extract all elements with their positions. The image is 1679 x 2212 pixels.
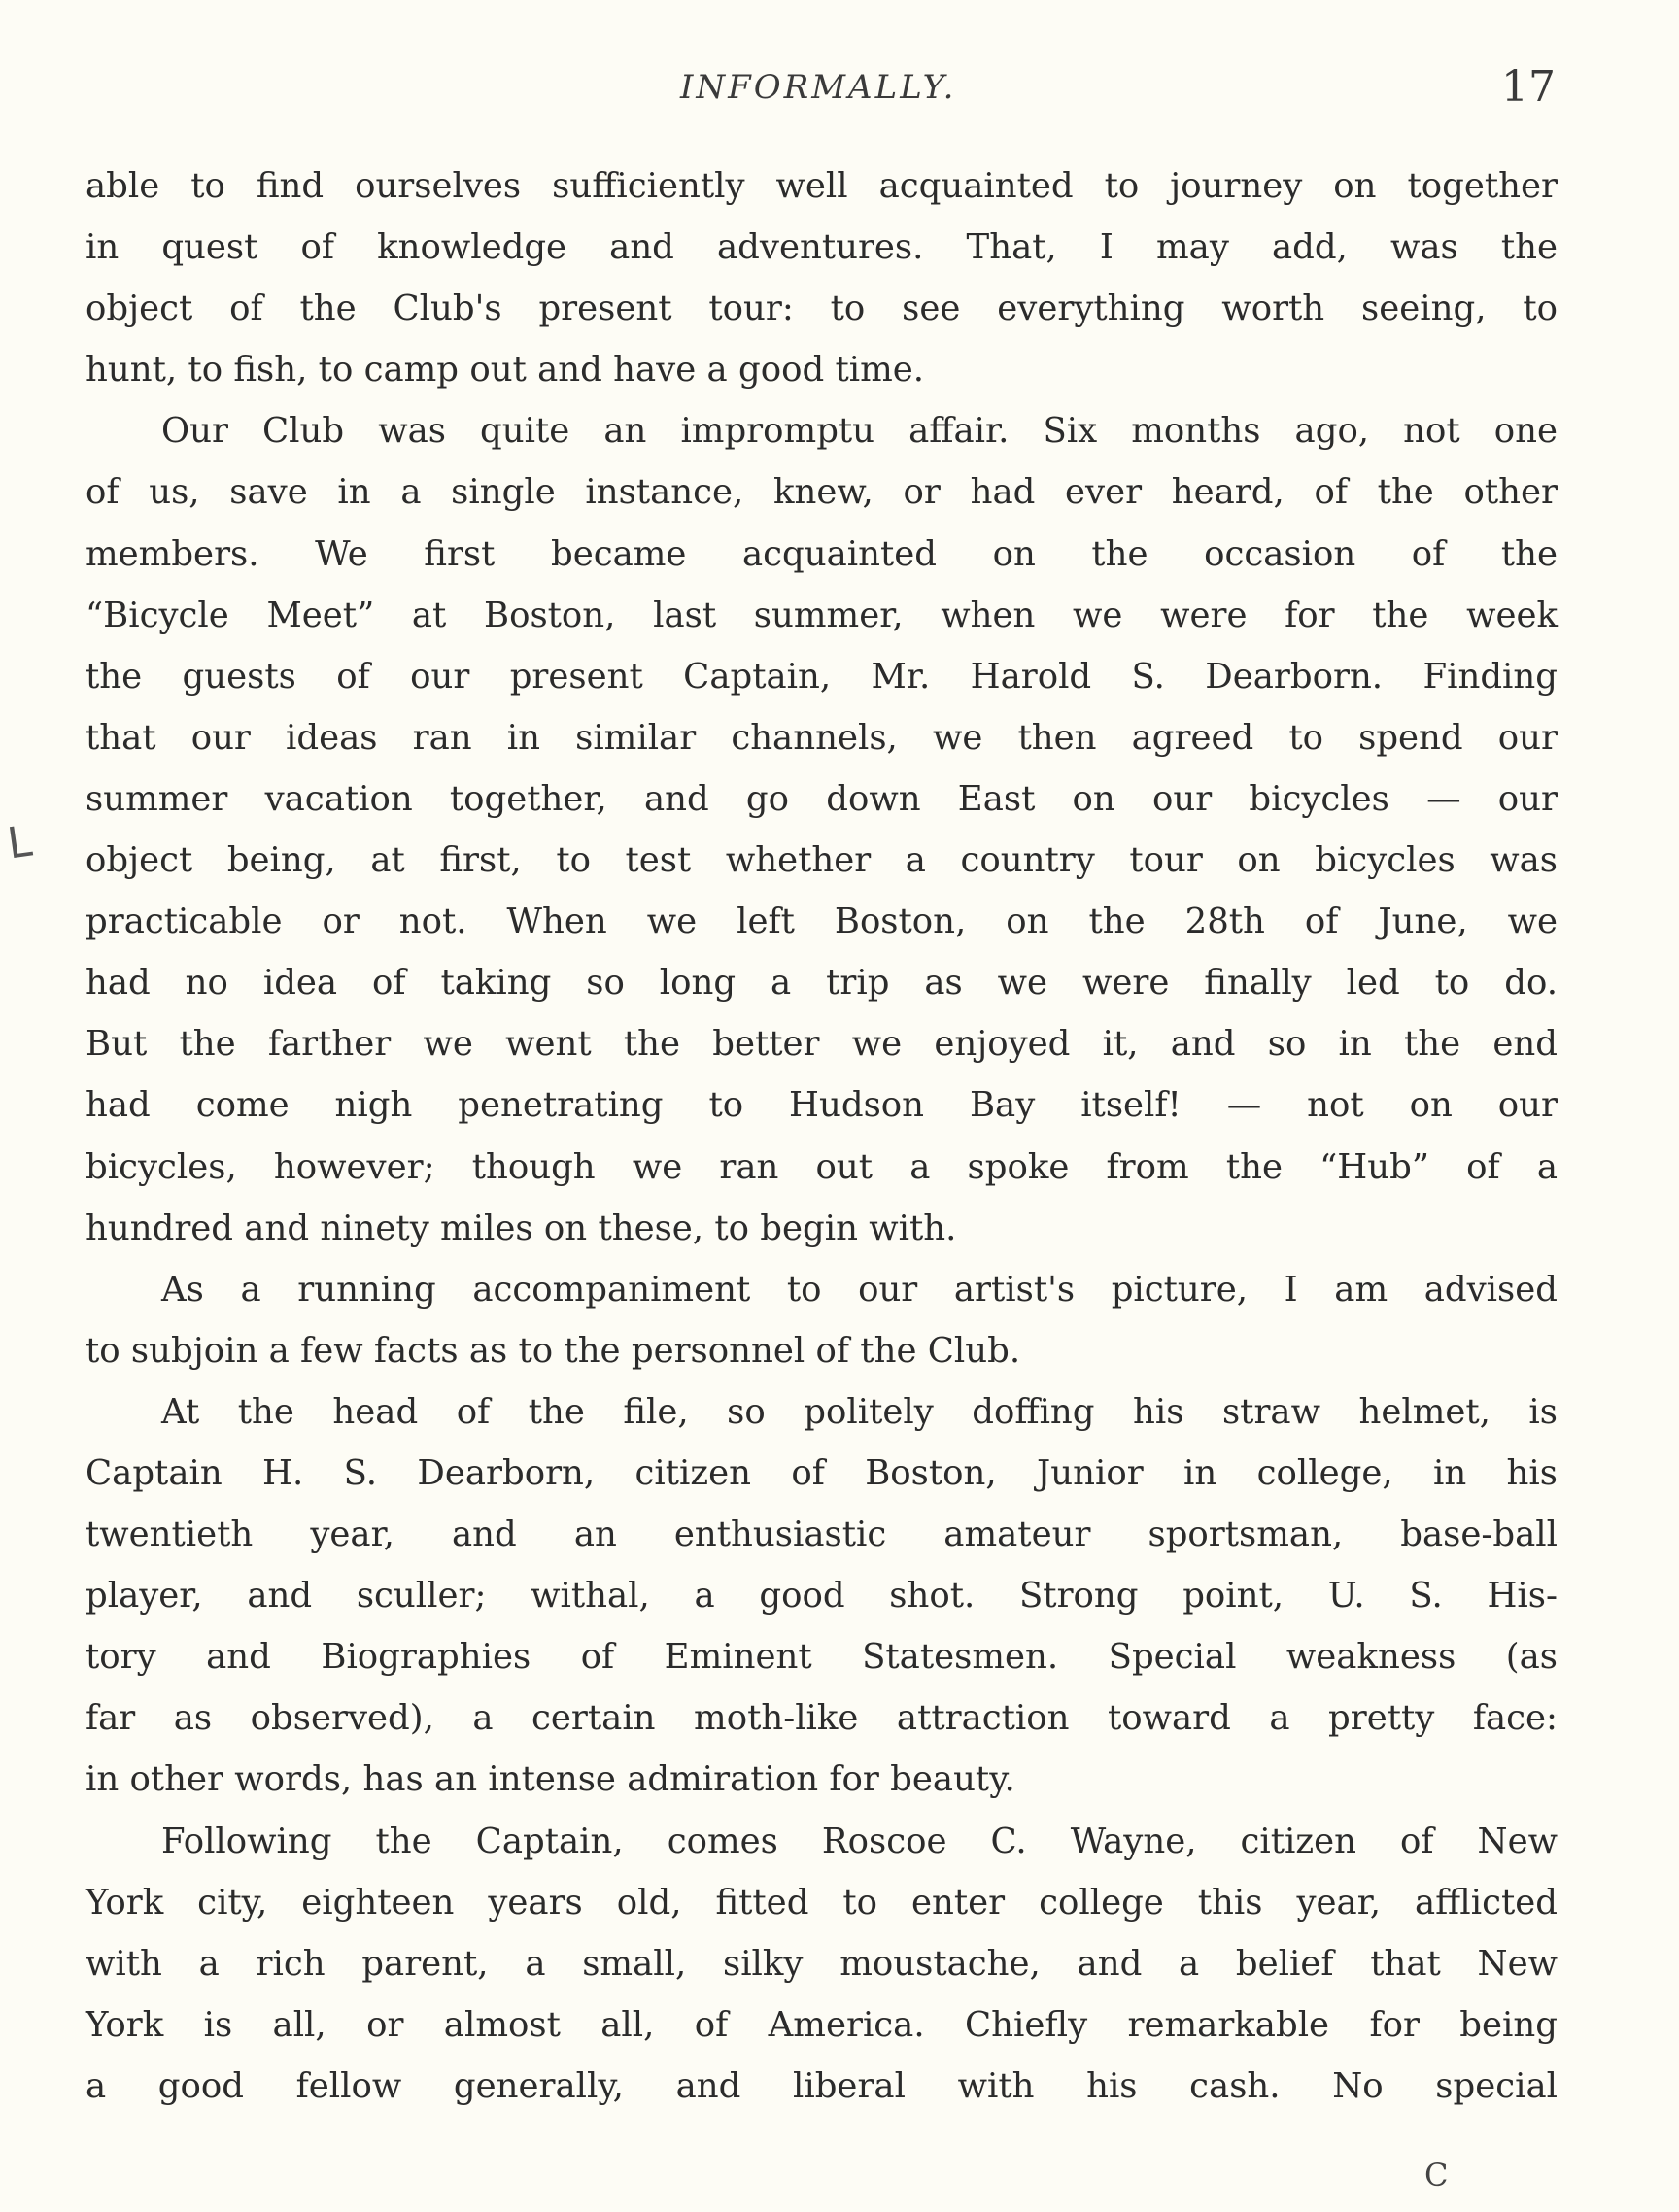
text-line: a good fellow generally, and liberal with his cash. No special	[86, 2065, 1558, 2106]
text-line: in other words, has an intense admiration for beauty.	[86, 1759, 1015, 1800]
text-line: hunt, to fish, to camp out and have a good time.	[86, 350, 925, 391]
text-line: object being, at first, to test whether a country tour on bicycles was	[86, 840, 1558, 881]
text-line: But the farther we went the better we enjoyed it, and so in the end	[86, 1024, 1558, 1065]
text-line: object of the Club's present tour: to see everything worth seeing, to	[86, 289, 1558, 329]
text-line: Captain H. S. Dearborn, citizen of Boston, Junior in college, in his	[86, 1452, 1558, 1493]
text-line: “Bicycle Meet” at Boston, last summer, when we were for the week	[86, 595, 1558, 635]
text-line: Our Club was quite an impromptu affair. Six months ago, not one	[161, 411, 1558, 452]
running-head	[0, 62, 1679, 126]
text-line: that our ideas ran in similar channels, we then agreed to spend our	[86, 717, 1558, 758]
text-line: in quest of knowledge and adventures. That, I may add, was the	[86, 227, 1558, 268]
text-line: had no idea of taking so long a trip as we were finally led to do.	[86, 963, 1558, 1004]
text-line: York is all, or almost all, of America. Chiefly remarkable for being	[86, 2004, 1558, 2045]
text-line: player, and sculler; withal, a good shot. Strong point, U. S. His-	[86, 1576, 1558, 1616]
text-line: far as observed), a certain moth-like attraction toward a pretty face:	[86, 1698, 1558, 1739]
text-line: At the head of the file, so politely doffing his straw helmet, is	[161, 1391, 1558, 1432]
text-line: had come nigh penetrating to Hudson Bay itself! — not on our	[86, 1085, 1558, 1126]
text-line: to subjoin a few facts as to the personnel of the Club.	[86, 1330, 1021, 1371]
running-title: INFORMALLY.	[680, 68, 957, 107]
margin-mark: L	[4, 816, 35, 869]
text-line: twentieth year, and an enthusiastic amateur sportsman, base-ball	[86, 1514, 1558, 1555]
text-line: able to find ourselves sufficiently well acquainted to journey on together	[86, 166, 1558, 206]
text-line: members. We first became acquainted on the occasion of the	[86, 533, 1558, 574]
text-line: bicycles, however; though we ran out a spoke from the “Hub” of a	[86, 1146, 1558, 1187]
signature-mark: C	[1424, 2157, 1449, 2194]
page-number: 17	[1501, 62, 1556, 112]
text-line: summer vacation together, and go down East on our bicycles — our	[86, 778, 1558, 819]
body-text	[86, 155, 1558, 2117]
text-line: with a rich parent, a small, silky moustache, and a belief that New	[86, 1943, 1558, 1984]
text-line: of us, save in a single instance, knew, or had ever heard, of the other	[86, 472, 1558, 513]
text-line: As a running accompaniment to our artist's picture, I am advised	[161, 1269, 1558, 1310]
text-line: York city, eighteen years old, fitted to enter college this year, afflicted	[86, 1882, 1558, 1923]
text-line: hundred and ninety miles on these, to begin with.	[86, 1208, 957, 1248]
text-line: the guests of our present Captain, Mr. Harold S. Dearborn. Finding	[86, 656, 1558, 697]
text-line: practicable or not. When we left Boston, on the 28th of June, we	[86, 902, 1558, 942]
text-line: tory and Biographies of Eminent Statesmen. Special weakness (as	[86, 1637, 1558, 1678]
text-line: Following the Captain, comes Roscoe C. Wayne, citizen of New	[161, 1821, 1558, 1861]
